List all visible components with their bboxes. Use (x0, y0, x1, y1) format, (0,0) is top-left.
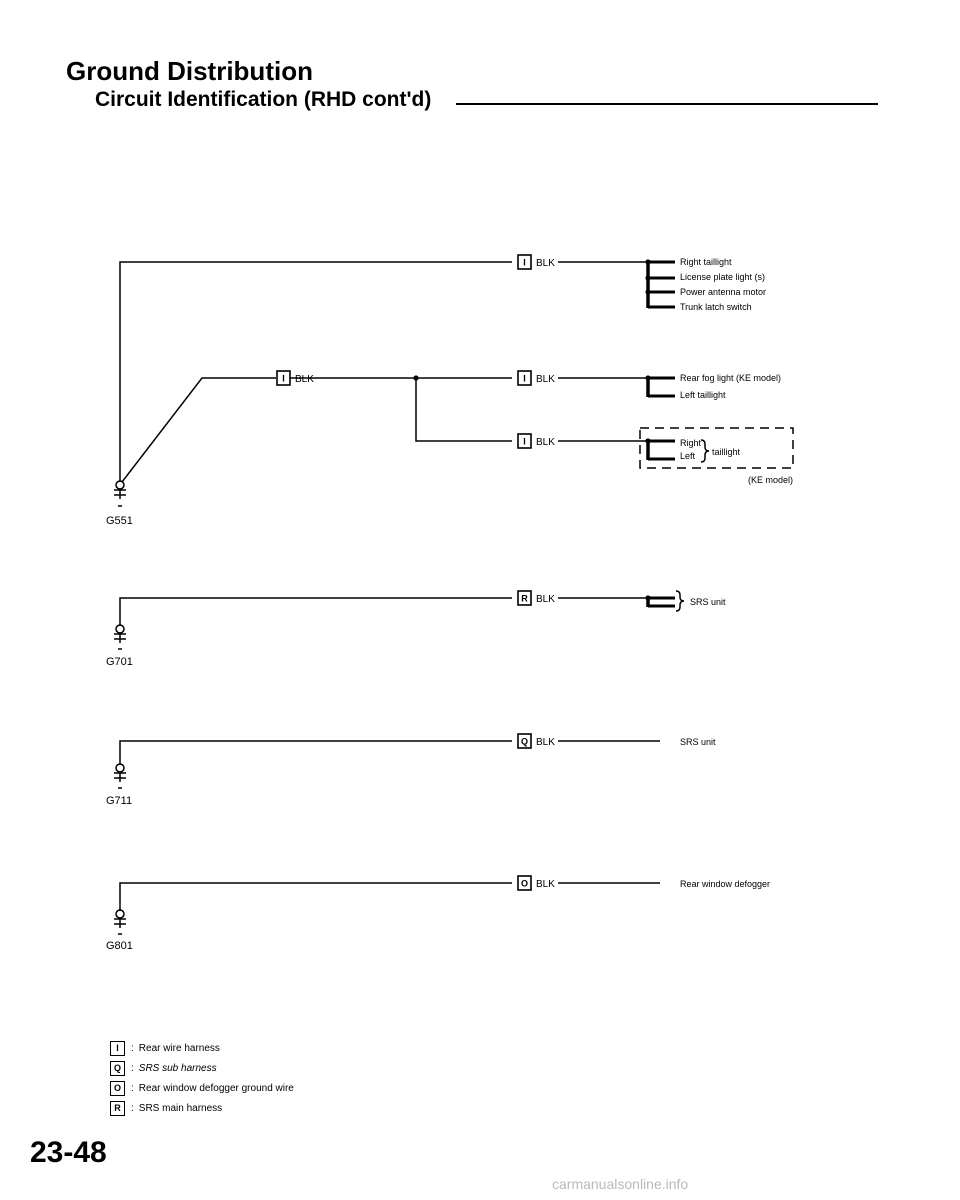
wire-color-label: BLK (536, 594, 555, 605)
wire-color-label: BLK (536, 374, 555, 385)
harness-code-6: Q (520, 736, 529, 747)
page-title: Ground Distribution (66, 56, 313, 86)
component-left-taillight: Left taillight (680, 390, 726, 400)
g551-ground-icon (114, 481, 126, 506)
component-srs-unit-g711: SRS unit (680, 737, 716, 747)
component-power-antenna-motor: Power antenna motor (680, 287, 767, 297)
legend-separator: : (131, 1063, 134, 1074)
component-right-taillight: Right taillight (680, 257, 732, 267)
legend-code-box: R (110, 1101, 125, 1116)
legend-text: Rear wire harness (138, 1043, 220, 1054)
wire-color-label: BLK (536, 258, 555, 269)
wire-color-label: BLK (536, 737, 555, 748)
harness-code-7: O (520, 878, 529, 889)
legend-row (110, 1060, 294, 1077)
ke-model-note: (KE model) (747, 475, 793, 485)
page-number: 23-48 (30, 1136, 107, 1169)
ground-label-g701: G701 (106, 656, 133, 668)
legend-separator: : (131, 1043, 134, 1054)
g711-ground-icon (114, 764, 126, 788)
legend-row (110, 1080, 294, 1097)
harness-code-3: I (523, 373, 526, 384)
g701-wire (120, 598, 512, 626)
harness-code-2: I (282, 373, 285, 384)
wire-color-label: BLK (536, 437, 555, 448)
ground-label-g801: G801 (106, 940, 133, 952)
legend-row (110, 1040, 294, 1057)
legend-text: SRS main harness (138, 1103, 223, 1114)
section-subtitle: Circuit Identification (RHD cont'd) (95, 88, 432, 111)
wire-color-label: BLK (536, 879, 555, 890)
g801-ground-icon (114, 910, 126, 934)
legend-separator: : (131, 1103, 134, 1114)
legend-code-box: Q (110, 1061, 125, 1076)
g801-wire (120, 883, 512, 911)
taillight-brace (701, 440, 709, 462)
component-left-label: Left (680, 451, 696, 461)
legend-text: Rear window defogger ground wire (138, 1083, 294, 1094)
ground-label-g711: G711 (106, 795, 133, 807)
component-trunk-latch-switch: Trunk latch switch (680, 302, 752, 312)
g551-main-wire (120, 262, 512, 482)
srs-unit-brace (676, 591, 684, 611)
harness-code-5: R (521, 593, 528, 604)
component-rear-fog-light: Rear fog light (KE model) (680, 373, 782, 383)
legend-row (110, 1100, 294, 1117)
g551-diagonal-wire (122, 378, 276, 482)
g701-ground-icon (114, 625, 126, 649)
legend-text: SRS sub harness (138, 1063, 217, 1074)
harness-code-1: I (523, 257, 526, 268)
component-srs-unit-g701: SRS unit (690, 597, 726, 607)
watermark-text[interactable]: carmanualsonline.info (552, 1176, 689, 1192)
legend-code-box: O (110, 1081, 125, 1096)
harness-code-4: I (523, 436, 526, 447)
legend-separator: : (131, 1083, 134, 1094)
harness-legend (110, 1040, 294, 1120)
legend-code-box: I (110, 1041, 125, 1056)
g551-lower-wire (416, 378, 512, 441)
component-taillight-label: taillight (712, 447, 741, 457)
wire-color-label: BLK (295, 374, 314, 385)
component-rear-window-defogger: Rear window defogger (680, 879, 771, 889)
component-license-plate-light: License plate light (s) (680, 272, 766, 282)
component-right-label: Right (680, 438, 702, 448)
g711-wire (120, 741, 512, 765)
ground-label-g551: G551 (106, 515, 133, 527)
